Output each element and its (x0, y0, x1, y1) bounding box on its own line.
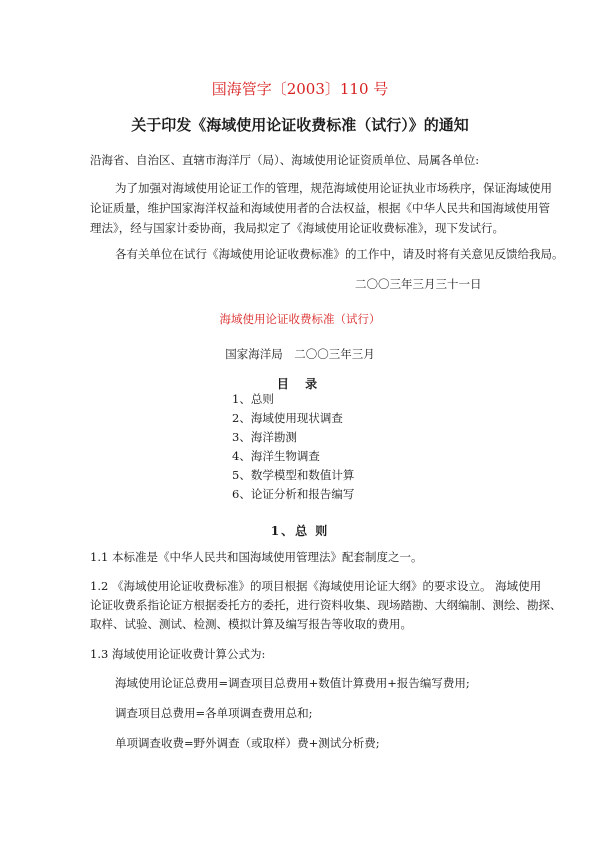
toc-heading: 目 录 (276, 377, 324, 391)
clause-1-1: 1.1 本标准是《中华人民共和国海域使用管理法》配套制度之一。 (90, 550, 423, 564)
toc-item: 5、数学模型和数值计算 (232, 468, 355, 482)
paragraph-1-line-3: 理法》，经与国家计委协商，我局拟定了《海域使用论证收费标准》，现下发试行。 (90, 221, 504, 235)
clause-1-3: 1.3 海域使用论证收费计算公式为: (90, 647, 266, 661)
issuer-date: 国家海洋局 二〇〇三年三月 (225, 347, 375, 361)
salutation: 沿海省、自治区、直辖市海洋厅（局）、海域使用论证资质单位、局属各单位: (90, 153, 480, 167)
notice-date: 二〇〇三年三月三十一日 (355, 277, 482, 291)
clause-1-2-line-2: 论证收费系指论证方根据委托方的委托，进行资料收集、现场踏勘、大纲编制、测绘、勘探、 (90, 598, 562, 612)
formula-single-survey: 单项调查收费=野外调查（或取样）费+测试分析费; (115, 736, 380, 750)
formula-total: 海域使用论证总费用=调查项目总费用+数值计算费用+报告编写费用; (115, 676, 470, 690)
section-1-heading: 1、总 则 (270, 524, 330, 538)
paragraph-2: 各有关单位在试行《海域使用论证收费标准》的工作中，请及时将有关意见反馈给我局。 (115, 247, 564, 261)
toc-item: 2、海域使用现状调查 (232, 411, 343, 425)
toc-item: 3、海洋勘测 (232, 430, 297, 444)
notice-title: 关于印发《海域使用论证收费标准（试行）》的通知 (131, 116, 469, 134)
standard-title: 海域使用论证收费标准（试行） (219, 312, 381, 326)
clause-1-2-line-1: 1.2 《海域使用论证收费标准》的项目根据《海域使用论证大纲》的要求设立。 海域使用 (90, 579, 542, 593)
toc-item: 6、论证分析和报告编写 (232, 487, 355, 501)
toc-item: 1、总则 (232, 392, 274, 406)
clause-1-2-line-3: 取样、试验、测试、检测、模拟计算及编写报告等收取的费用。 (90, 617, 412, 631)
paragraph-1-line-1: 为了加强对海域使用论证工作的管理，规范海域使用论证执业市场秩序，保证海域使用 (115, 181, 552, 195)
document-number: 国海管字〔2003〕110 号 (211, 80, 389, 98)
toc-item: 4、海洋生物调查 (232, 449, 320, 463)
formula-survey-total: 调查项目总费用=各单项调查费用总和; (115, 706, 313, 720)
paragraph-1-line-2: 论证质量，维护国家海洋权益和海域使用者的合法权益，根据《中华人民共和国海域使用管 (90, 201, 550, 215)
